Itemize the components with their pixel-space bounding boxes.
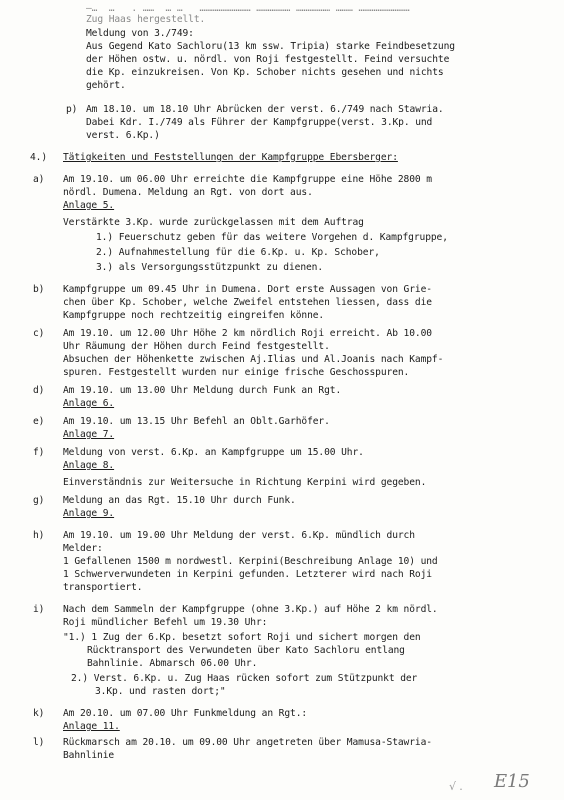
text-line: Tätigkeiten und Feststellungen der Kampfgruppe Ebersberger:	[63, 152, 398, 163]
text-line: Absuchen der Höhenkette zwischen Aj.Ilias und Al.Joanis nach Kampf-	[63, 354, 444, 365]
text-line: k)	[33, 708, 45, 719]
text-line: a)	[33, 174, 45, 185]
text-line: "1.) 1 Zug der 6.Kp. besetzt sofort Roji und sichert morgen den	[63, 632, 421, 643]
text-line: Meldung an das Rgt. 15.10 Uhr durch Funk.	[63, 495, 296, 506]
text-line: 2.) Aufnahmestellung für die 6.Kp. u. Kp. Schober,	[96, 247, 380, 258]
text-line: Anlage 5.	[63, 200, 115, 211]
text-line: transportiert.	[63, 582, 143, 593]
text-line: Meldung von verst. 6.Kp. an Kampfgruppe um 15.00 Uhr.	[63, 447, 364, 458]
text-line: Anlage 11.	[63, 721, 120, 732]
text-line: Am 19.10. um 13.15 Uhr Befehl an Oblt.Garhöfer.	[63, 416, 330, 427]
text-line: Kampfgruppe um 09.45 Uhr in Dumena. Dort erste Aussagen von Grie-	[63, 284, 432, 295]
text-line: spuren. Festgestellt wurden nur einige frische Geschosspuren.	[63, 367, 410, 378]
text-line: 4.)	[30, 152, 48, 163]
text-line: Rückmarsch am 20.10. um 09.00 Uhr angetreten über Mamusa-Stawria-	[63, 737, 432, 748]
text-line: Am 19.10. um 13.00 Uhr Meldung durch Funk an Rgt.	[63, 385, 342, 396]
text-line: Am 18.10. um 18.10 Uhr Abrücken der verst. 6./749 nach Stawria.	[86, 104, 444, 115]
text-line: Rücktransport des Verwundeten über Kato Sachloru entlang	[87, 645, 405, 656]
text-line: 1 Schwerverwundeten in Kerpini gefunden. Letzterer wird nach Roji	[63, 569, 432, 580]
text-line: 1 Gefallenen 1500 m nordwestl. Kerpini(Beschreibung Anlage 10) und	[63, 556, 438, 567]
text-line: Melder:	[63, 543, 103, 554]
text-line: i)	[33, 604, 45, 615]
text-line: der Höhen ostw. u. nördl. von Roji festgestellt. Feind versuchte	[86, 54, 450, 65]
text-line: 3.Kp. und rasten dort;"	[95, 686, 226, 697]
text-line: Nach dem Sammeln der Kampfgruppe (ohne 3.Kp.) auf Höhe 2 km nördl.	[63, 604, 438, 615]
text-line: 3.) als Versorgungsstützpunkt zu dienen.	[96, 262, 324, 273]
text-line: Verstärkte 3.Kp. wurde zurückgelassen mit dem Auftrag	[63, 217, 364, 228]
text-line: d)	[33, 385, 45, 396]
text-line: Anlage 9.	[63, 508, 115, 519]
text-line: verst. 6.Kp.)	[86, 130, 160, 141]
text-line: Zug Haas hergestellt.	[86, 14, 206, 25]
text-line: die Kp. einzukreisen. Von Kp. Schober nichts gesehen und nichts	[86, 67, 444, 78]
text-line: Roji mündlicher Befehl um 19.30 Uhr:	[63, 617, 268, 628]
text-line: Aus Gegend Kato Sachloru(13 km ssw. Tripia) starke Feindbesetzung	[86, 41, 455, 52]
text-line: c)	[33, 328, 45, 339]
text-line: l)	[33, 737, 45, 748]
text-line: h)	[33, 530, 45, 541]
text-line: Einverständnis zur Weitersuche in Richtung Kerpini wird gegeben.	[63, 477, 427, 488]
text-line: nördl. Dumena. Meldung an Rgt. von dort aus.	[63, 187, 313, 198]
text-line: chen über Kp. Schober, welche Zweifel entstehen liessen, dass die	[63, 297, 432, 308]
text-line: Am 20.10. um 07.00 Uhr Funkmeldung an Rgt.:	[63, 708, 308, 719]
text-line: –… … . …… … … ……………………… ……………… ……………… ……… ………………………	[86, 3, 410, 14]
text-line: Anlage 8.	[63, 460, 115, 471]
text-line: b)	[33, 284, 45, 295]
text-line: f)	[33, 447, 45, 458]
page-number-annotation: E15	[494, 771, 530, 792]
text-line: Am 19.10. um 19.00 Uhr Meldung der verst. 6.Kp. mündlich durch	[63, 530, 415, 541]
text-line: Anlage 7.	[63, 429, 115, 440]
text-line: Meldung von 3./749:	[86, 28, 194, 39]
text-line: Am 19.10. um 06.00 Uhr erreichte die Kampfgruppe eine Höhe 2800 m	[63, 174, 432, 185]
text-line: Uhr Räumung der Höhen durch Feind festgestellt.	[63, 341, 330, 352]
text-line: gehört.	[86, 80, 126, 91]
text-line: Anlage 6.	[63, 398, 115, 409]
text-line: Bahnlinie	[63, 750, 115, 761]
text-line: Am 19.10. um 12.00 Uhr Höhe 2 km nördlich Roji erreicht. Ab 10.00	[63, 328, 432, 339]
text-line: g)	[33, 495, 45, 506]
text-line: Dabei Kdr. I./749 als Führer der Kampfgruppe(verst. 3.Kp. und	[86, 117, 433, 128]
pencil-check-mark: √ .	[449, 780, 463, 793]
text-line: p)	[66, 104, 78, 115]
text-line: Bahnlinie. Abmarsch 06.00 Uhr.	[87, 658, 258, 669]
text-line: 1.) Feuerschutz geben für das weitere Vorgehen d. Kampfgruppe,	[96, 232, 448, 243]
text-line: e)	[33, 416, 45, 427]
text-line: Kampfgruppe noch rechtzeitig eingreifen könne.	[63, 310, 325, 321]
text-line: 2.) Verst. 6.Kp. u. Zug Haas rücken sofort zum Stützpunkt der	[71, 673, 418, 684]
